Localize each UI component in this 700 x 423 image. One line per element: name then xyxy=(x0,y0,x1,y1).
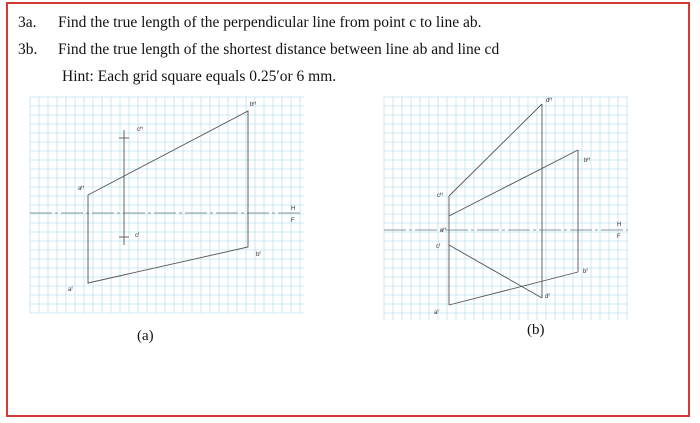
problem-text: Find the true length of the shortest distance between line ab and line cd xyxy=(58,41,500,58)
figure-b xyxy=(384,97,628,338)
label-dF: dᶠ xyxy=(545,294,550,300)
label-aH: aᴴ xyxy=(440,228,446,234)
grid-a xyxy=(30,97,304,313)
label-aF: aᶠ xyxy=(434,310,439,316)
label-bH: bᴴ xyxy=(250,102,256,108)
label-cH: cᴴ xyxy=(437,193,443,199)
label-cH: cᴴ xyxy=(137,127,143,133)
problem-number: 3b. xyxy=(18,41,38,58)
projection-shape-a xyxy=(88,111,248,283)
label-H: H xyxy=(617,222,622,228)
label-dH: dᴴ xyxy=(546,98,552,104)
hint-text: Hint: Each grid square equals 0.25′or 6 mm. xyxy=(62,68,337,85)
label-cF: cᶠ xyxy=(436,244,441,250)
label-aH: aᴴ xyxy=(78,186,84,192)
problem-number: 3a. xyxy=(18,14,37,31)
label-H: H xyxy=(291,206,296,212)
caption-b: (b) xyxy=(527,322,545,338)
caption-a: (a) xyxy=(137,328,154,344)
problem-text: Find the true length of the perpendicular line from point c to line ab. xyxy=(58,14,482,31)
label-bF: bᶠ xyxy=(583,269,588,275)
label-bF: bᶠ xyxy=(256,252,261,258)
label-bH: bᴴ xyxy=(584,158,590,164)
label-aF: aᶠ xyxy=(68,287,73,293)
label-cF: cᶠ xyxy=(135,233,140,239)
grid-b xyxy=(384,97,628,320)
label-F: F xyxy=(617,234,621,240)
figure-a xyxy=(30,97,304,344)
label-F: F xyxy=(291,218,295,224)
